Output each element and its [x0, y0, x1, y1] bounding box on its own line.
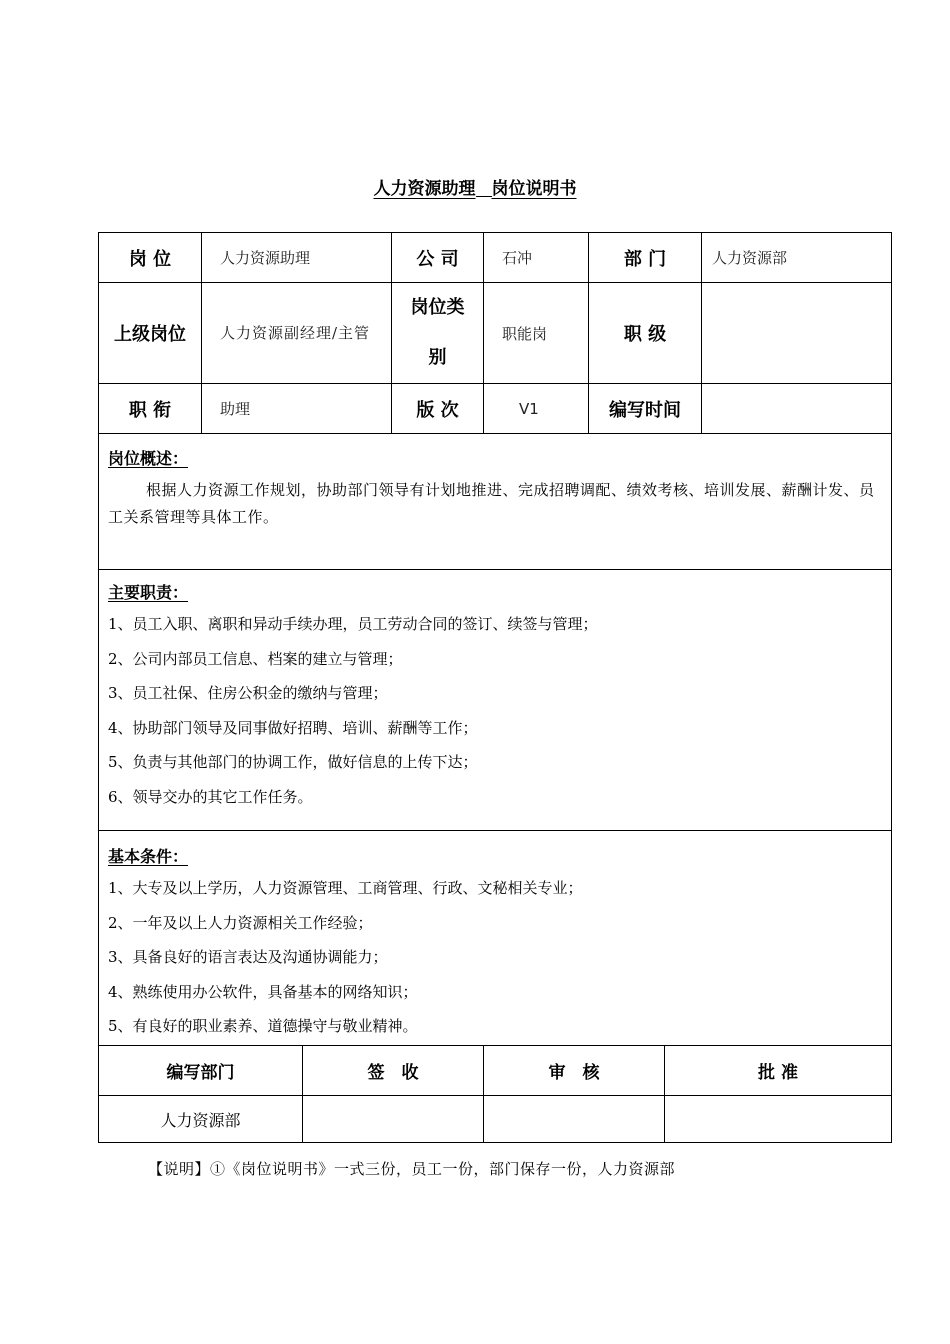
company-value: 石冲 [484, 233, 589, 283]
info-row-3 [99, 384, 892, 434]
overview-heading: 岗位概述： [108, 449, 189, 468]
written-time-value [702, 384, 892, 434]
duty-item: 2、公司内部员工信息、档案的建立与管理； [108, 649, 403, 668]
company-label: 公 司 [392, 233, 484, 283]
document-title [0, 174, 950, 204]
position-value: 人力资源助理 [202, 233, 392, 283]
title-label: 职 衔 [99, 384, 202, 434]
requirements-heading: 基本条件： [108, 847, 189, 866]
signoff-writer-dept: 人力资源部 [99, 1096, 303, 1143]
position-label: 岗 位 [99, 233, 202, 283]
title-doc-type: 岗位说明书 [491, 179, 577, 199]
signoff-approve-cell [665, 1096, 892, 1143]
title-underline-gap [476, 174, 492, 197]
signoff-review-cell [484, 1096, 665, 1143]
signoff-header-row [99, 1046, 892, 1096]
version-value: V1 [484, 384, 589, 434]
category-value: 职能岗 [484, 283, 589, 384]
level-value [702, 283, 892, 384]
footnote: 【说明】①《岗位说明书》一式三份，员工一份，部门保存一份，人力资源部 [148, 1160, 676, 1178]
overview-text: 根据人力资源工作规划，协助部门领导有计划地推进、完成招聘调配、绩效考核、培训发展、薪酬计发、员工关系管理等具体工作。 [108, 481, 875, 526]
overview-row [99, 434, 892, 570]
duty-item: 4、协助部门领导及同事做好招聘、培训、薪酬等工作； [108, 718, 478, 737]
department-label: 部 门 [589, 233, 702, 283]
department-value: 人力资源部 [702, 233, 892, 283]
info-row-1 [99, 233, 892, 283]
requirement-item: 4、熟练使用办公软件，具备基本的网络知识； [108, 982, 418, 1001]
job-description-table [98, 232, 892, 1046]
duty-item: 6、领导交办的其它工作任务。 [108, 787, 313, 806]
title-position-name: 人力资源助理 [373, 179, 476, 199]
title-value: 助理 [202, 384, 392, 434]
info-row-2 [99, 283, 892, 384]
overview-section [99, 434, 892, 570]
duties-section [99, 570, 892, 831]
category-label: 岗位类别 [392, 283, 484, 384]
signoff-header-writer: 编写部门 [99, 1046, 303, 1096]
written-time-label: 编写时间 [589, 384, 702, 434]
requirement-item: 1、大专及以上学历，人力资源管理、工商管理、行政、文秘相关专业； [108, 879, 583, 897]
superior-value: 人力资源副经理/主管 [202, 283, 392, 384]
requirement-item: 2、一年及以上人力资源相关工作经验； [108, 913, 373, 932]
duty-item: 5、负责与其他部门的协调工作，做好信息的上传下达； [108, 753, 478, 771]
signoff-header-review: 审 核 [484, 1046, 665, 1096]
signoff-table [98, 1045, 892, 1143]
duty-item: 3、员工社保、住房公积金的缴纳与管理； [108, 684, 388, 702]
requirement-item: 3、具备良好的语言表达及沟通协调能力； [108, 948, 388, 966]
requirements-section [99, 831, 892, 1046]
signoff-header-receipt: 签 收 [303, 1046, 484, 1096]
signoff-value-row [99, 1096, 892, 1143]
level-label: 职 级 [589, 283, 702, 384]
requirement-item: 5、有良好的职业素养、道德操守与敬业精神。 [108, 1017, 418, 1035]
duties-row [99, 570, 892, 831]
superior-label: 上级岗位 [99, 283, 202, 384]
signoff-receipt-cell [303, 1096, 484, 1143]
signoff-header-approve: 批 准 [665, 1046, 892, 1096]
duty-item: 1、员工入职、离职和异动手续办理，员工劳动合同的签订、续签与管理； [108, 615, 598, 633]
requirements-row [99, 831, 892, 1046]
duties-heading: 主要职责： [108, 583, 189, 602]
version-label: 版 次 [392, 384, 484, 434]
